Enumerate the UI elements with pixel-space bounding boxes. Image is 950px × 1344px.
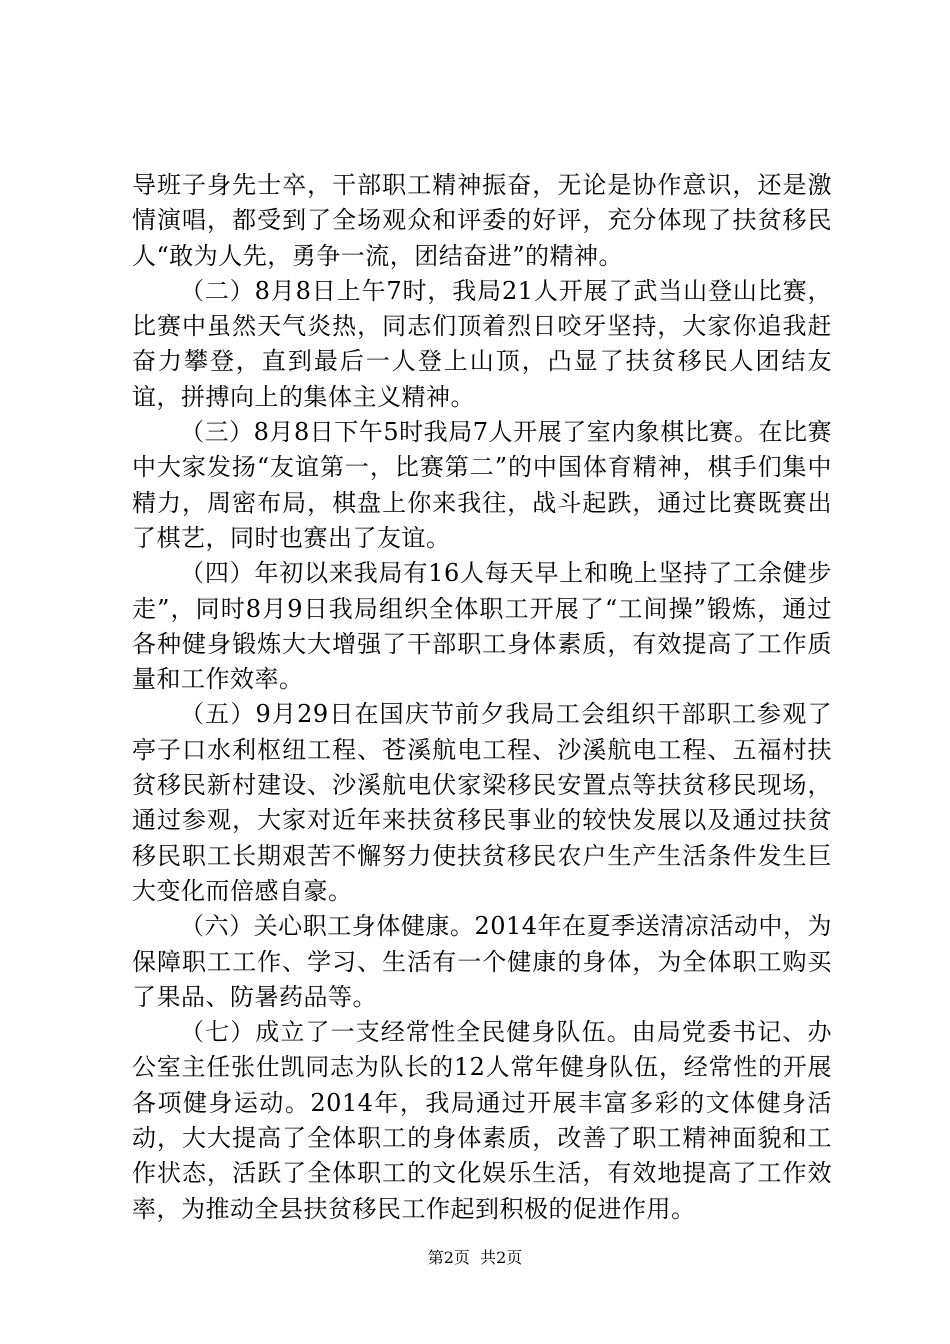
- document-body: [132, 168, 832, 1227]
- paragraph-item-4: （四）年初以来我局有16人每天早上和晚上坚持了工余健步走”，同时8月9日我局组织全体职工开展了“工间操”锻炼，通过各种健身锻炼大大增强了干部职工身体素质，有效提高了工作质量和工作效率。: [132, 559, 832, 694]
- paragraph-item-3: （三）8月8日下午5时我局7人开展了室内象棋比赛。在比赛中大家发扬“友谊第一，比赛第二”的中国体育精神，棋手们集中精力，周密布局，棋盘上你来我往，战斗起跌，通过比赛既赛出了棋艺，同时也赛出了友谊。: [132, 418, 832, 552]
- paragraph-continuation: 导班子身先士卒，干部职工精神振奋，无论是协作意识，还是激情演唱，都受到了全场观众和评委的好评，充分体现了扶贫移民人“敢为人先，勇争一流，团结奋进”的精神。: [132, 171, 832, 270]
- page-number-footer: 第2页 共2页: [427, 1248, 523, 1267]
- paragraph-item-5: （五）9月29日在国庆节前夕我局工会组织干部职工参观了亭子口水利枢纽工程、苍溪航电工程、沙溪航电工程、五福村扶贫移民新村建设、沙溪航电伏家梁移民安置点等扶贫移民现场，通过参观，大家对近年来扶贫移民事业的较快发展以及通过扶贫移民职工长期艰苦不懈努力使扶贫移民农户生产生活条件发生巨大变化而倍感自豪。: [132, 700, 832, 905]
- paragraph-item-6: （六）关心职工身体健康。2014年在夏季送清凉活动中，为保障职工工作、学习、生活有一个健康的身体，为全体职工购买了果品、防暑药品等。: [132, 912, 832, 1011]
- paragraph-item-7: （七）成立了一支经常性全民健身队伍。由局党委书记、办公室主任张仕凯同志为队长的12人常年健身队伍，经常性的开展各项健身运动。2014年，我局通过开展丰富多彩的文体健身活动，大大提高了全体职工的身体素质，改善了职工精神面貌和工作状态，活跃了全体职工的文化娱乐生活，有效地提高了工作效率，为推动全县扶贫移民工作起到积极的促进作用。: [132, 1018, 832, 1223]
- paragraph-item-2: （二）8月8日上午7时，我局21人开展了武当山登山比赛，比赛中虽然天气炎热，同志们顶着烈日咬牙坚持，大家你追我赶奋力攀登，直到最后一人登上山顶，凸显了扶贫移民人团结友谊，拼搏向上的集体主义精神。: [132, 276, 832, 411]
